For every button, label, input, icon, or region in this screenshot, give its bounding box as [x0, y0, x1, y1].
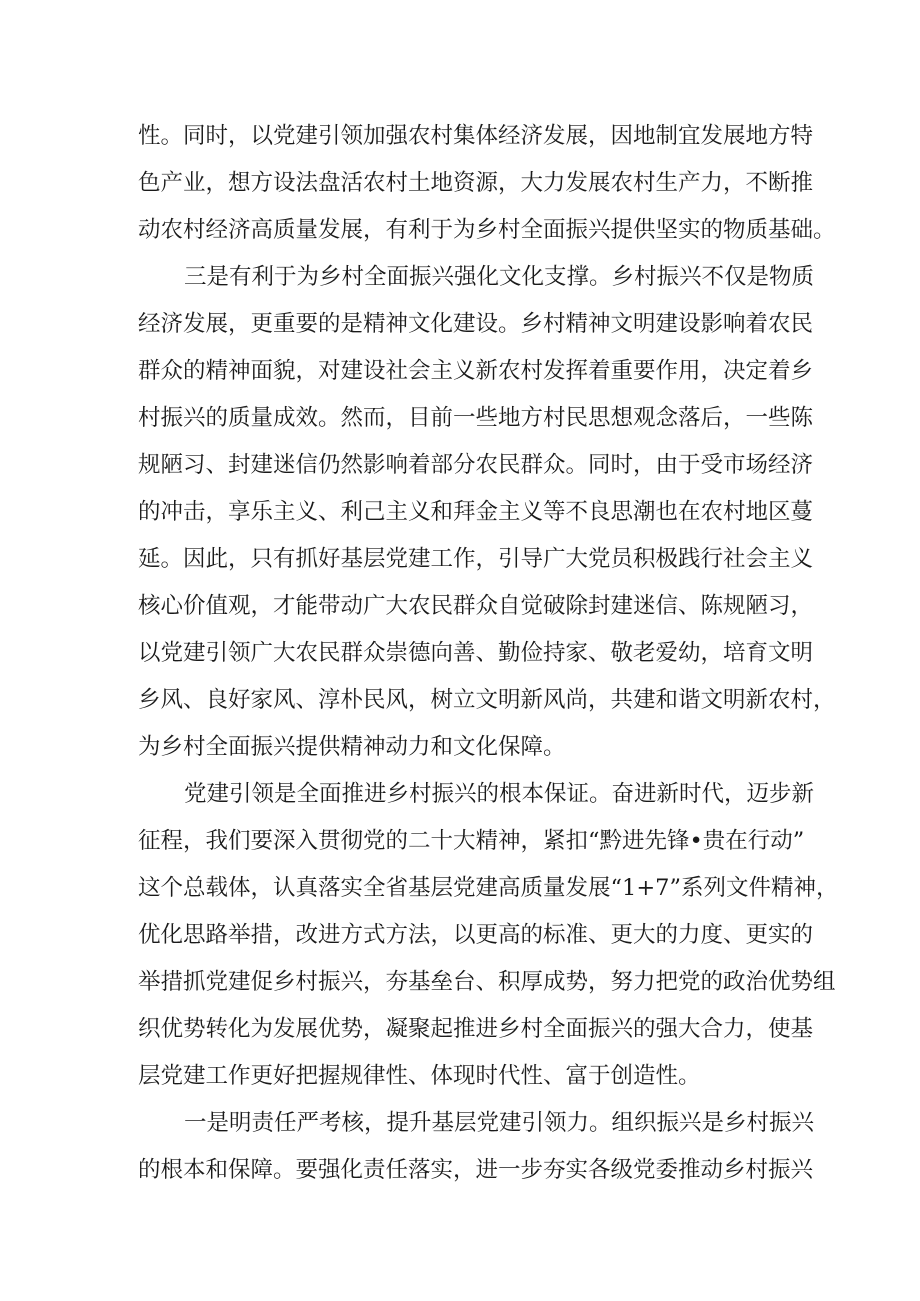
text-line: 优化思路举措，改进方式方法，以更高的标准、更大的力度、更实的	[138, 922, 814, 948]
paragraph-1	[138, 113, 836, 254]
text-line: 的根本和保障。要强化责任落实，进一步夯实各级党委推动乡村振兴	[138, 1157, 814, 1183]
paragraph-2	[138, 254, 836, 771]
text-line: 这个总载体，认真落实全省基层党建高质量发展“1+7”系列文件精神，	[138, 875, 839, 901]
text-line: 织优势转化为发展优势，凝聚起推进乡村全面振兴的强大合力，使基	[138, 1016, 814, 1042]
text-line: 延。因此，只有抓好基层党建工作，引导广大党员积极践行社会主义	[138, 546, 814, 572]
text-line: 以党建引领广大农民群众崇德向善、勤俭持家、敬老爱幼，培育文明	[138, 640, 814, 666]
text-line: 乡风、良好家风、淳朴民风，树立文明新风尚，共建和谐文明新农村，	[138, 687, 836, 713]
paragraph-3	[138, 771, 839, 1100]
text-line: 色产业，想方设法盘活农村土地资源，大力发展农村生产力，不断推	[138, 170, 814, 196]
text-line: 的冲击，享乐主义、利己主义和拜金主义等不良思潮也在农村地区蔓	[138, 499, 814, 525]
text-line: 村振兴的质量成效。然而，目前一些地方村民思想观念落后，一些陈	[138, 405, 814, 431]
text-line: 规陋习、封建迷信仍然影响着部分农民群众。同时，由于受市场经济	[138, 452, 814, 478]
document-page	[138, 113, 839, 1194]
text-line: 征程，我们要深入贯彻党的二十大精神，紧扣“黔进先锋•贵在行动”	[138, 828, 805, 854]
text-line: 经济发展，更重要的是精神文化建设。乡村精神文明建设影响着农民	[138, 311, 814, 337]
text-line: 一是明责任严考核，提升基层党建引领力。组织振兴是乡村振兴	[184, 1110, 815, 1136]
text-line: 核心价值观，才能带动广大农民群众自觉破除封建迷信、陈规陋习，	[138, 593, 814, 619]
text-line: 性。同时，以党建引领加强农村集体经济发展，因地制宜发展地方特	[138, 123, 814, 149]
text-line: 三是有利于为乡村全面振兴强化文化支撑。乡村振兴不仅是物质	[184, 264, 815, 290]
paragraph-4	[138, 1100, 815, 1194]
text-line: 层党建工作更好把握规律性、体现时代性、富于创造性。	[138, 1063, 701, 1089]
text-line: 为乡村全面振兴提供精神动力和文化保障。	[138, 734, 566, 760]
text-line: 党建引领是全面推进乡村振兴的根本保证。奋进新时代，迈步新	[184, 781, 815, 807]
text-line: 群众的精神面貌，对建设社会主义新农村发挥着重要作用，决定着乡	[138, 358, 814, 384]
text-line: 动农村经济高质量发展，有利于为乡村全面振兴提供坚实的物质基础。	[138, 217, 836, 243]
text-line: 举措抓党建促乡村振兴，夯基垒台、积厚成势，努力把党的政治优势组	[138, 969, 836, 995]
